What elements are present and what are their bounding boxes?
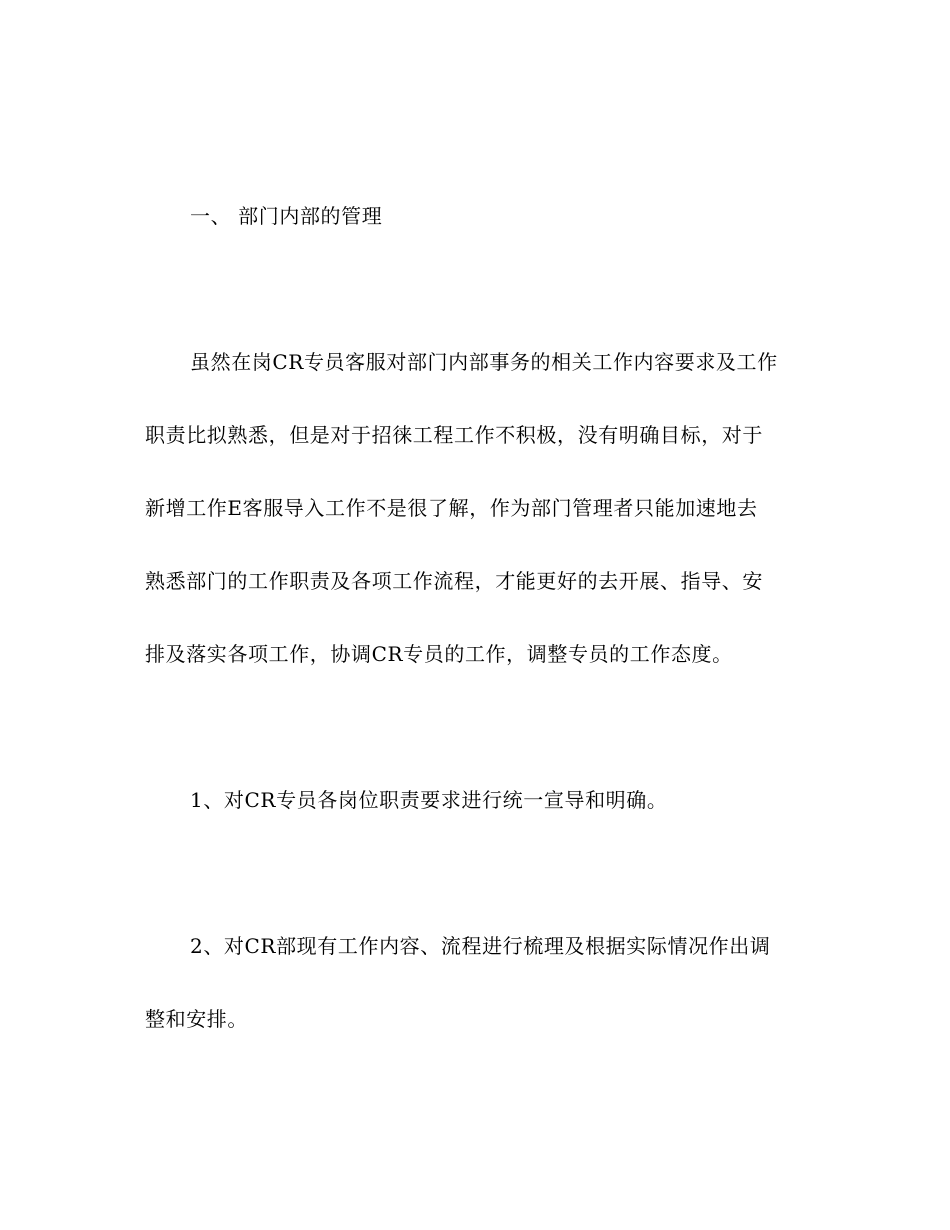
paragraph-line: 排及落实各项工作，协调CR专员的工作，调整专员的工作态度。 (145, 642, 733, 666)
section-heading: 一、 部门内部的管理 (190, 204, 383, 228)
list-item-2: 2、对CR部现有工作内容、流程进行梳理及根据实际情况作出调 (190, 934, 771, 958)
paragraph-line: 职责比拟熟悉，但是对于招徕工程工作不积极，没有明确目标，对于 (145, 423, 763, 447)
list-item-1: 1、对CR专员各岗位职责要求进行统一宣导和明确。 (190, 788, 668, 812)
paragraph-line: 新增工作E客服导入工作不是很了解，作为部门管理者只能加速地去 (145, 496, 758, 520)
list-item-2-continuation: 整和安排。 (145, 1007, 248, 1031)
paragraph-line: 虽然在岗CR专员客服对部门内部事务的相关工作内容要求及工作 (190, 350, 778, 374)
paragraph-line: 熟悉部门的工作职责及各项工作流程，才能更好的去开展、指导、安 (145, 569, 763, 593)
